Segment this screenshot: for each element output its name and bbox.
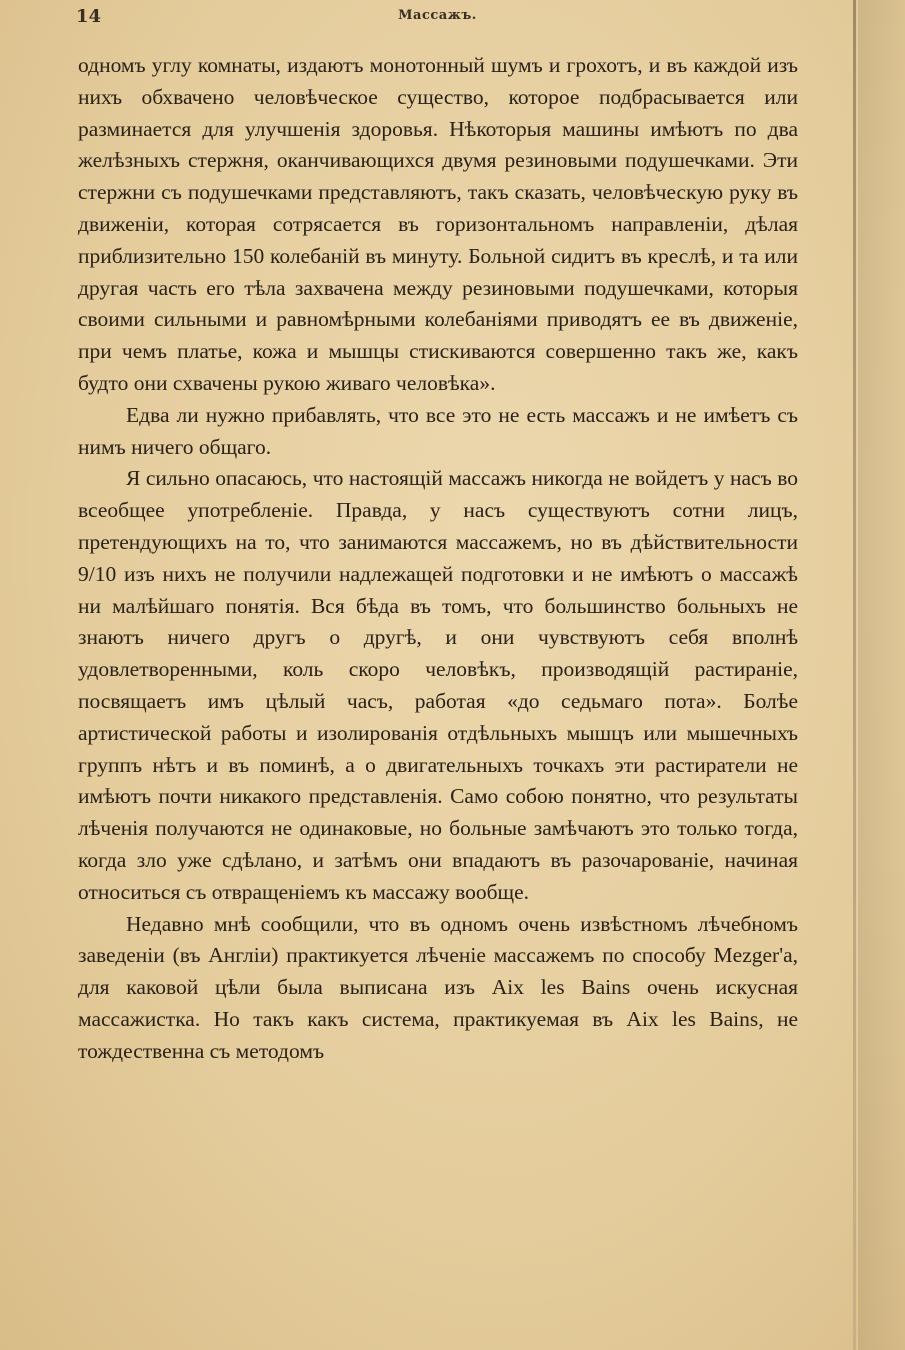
paragraph-1: одномъ углу комнаты, издаютъ монотонный шумъ и грохотъ, и въ каждой изъ нихъ обхвачено человѣческое существо, которое подбрасывается или разминается для улучшенія здоровья. Нѣкоторыя машины имѣютъ по два желѣзныхъ стержня, оканчивающихся двумя резиновыми подушечками. Эти стержни съ подушечками представляютъ, такъ сказать, человѣческую руку въ движеніи, которая сотрясается въ горизонтальномъ направленіи, дѣлая приблизительно 150 колебаній въ минуту. Больной сидитъ въ креслѣ, и та или другая часть его тѣла захвачена между резиновыми подушечками, которыя своими сильными и равномѣрными колебаніями приводятъ ее въ движеніе, при чемъ платье, кожа и мышцы стискиваются совершенно такъ же, какъ будто они схвачены рукою живаго человѣка». <box>78 53 798 395</box>
body-text <box>78 50 798 1068</box>
page-edge-line <box>853 0 856 1350</box>
running-head: Массажъ. <box>398 8 477 23</box>
page-edge-shadow <box>858 0 905 1350</box>
paragraph-4: Недавно мнѣ сообщили, что въ одномъ очень извѣстномъ лѣчебномъ заведеніи (въ Англіи) практикуется лѣченіе массажемъ по способу Mezger'а, для каковой цѣли была выписана изъ Aix les Bains очень искусная массажистка. Но такъ какъ система, практикуемая въ Aix les Bains, не тождественна съ методомъ <box>78 911 798 1063</box>
paragraph-3: Я сильно опасаюсь, что настоящій массажъ никогда не войдетъ у насъ во всеобщее употребленіе. Правда, у насъ существуютъ сотни лицъ, претендующихъ на то, что занимаются массажемъ, но въ дѣйствительности 9/10 изъ нихъ не получили надлежащей подготовки и не имѣютъ о массажѣ ни малѣйшаго понятія. Вся бѣда въ томъ, что большинство больныхъ не знаютъ ничего другъ о другѣ, и они чувствуютъ себя вполнѣ удовлетворенными, коль скоро человѣкъ, производящій растираніе, посвящаетъ имъ цѣлый часъ, работая «до седьмаго пота». Болѣе артистической работы и изолированія отдѣльныхъ мышцъ или мышечныхъ группъ нѣтъ и въ поминѣ, а о двигательныхъ точкахъ эти растиратели не имѣютъ почти никакого представленія. Само собою понятно, что результаты лѣченія получаются не одинаковые, но больные замѣчаютъ это только тогда, когда зло уже сдѣлано, и затѣмъ они впадаютъ въ разочарованіе, начиная относиться съ отвращеніемъ къ массажу вообще. <box>78 466 798 904</box>
page-number: 14 <box>76 6 102 27</box>
paragraph-2: Едва ли нужно прибавлять, что все это не есть массажъ и не имѣетъ съ нимъ ничего общаго. <box>78 402 798 459</box>
